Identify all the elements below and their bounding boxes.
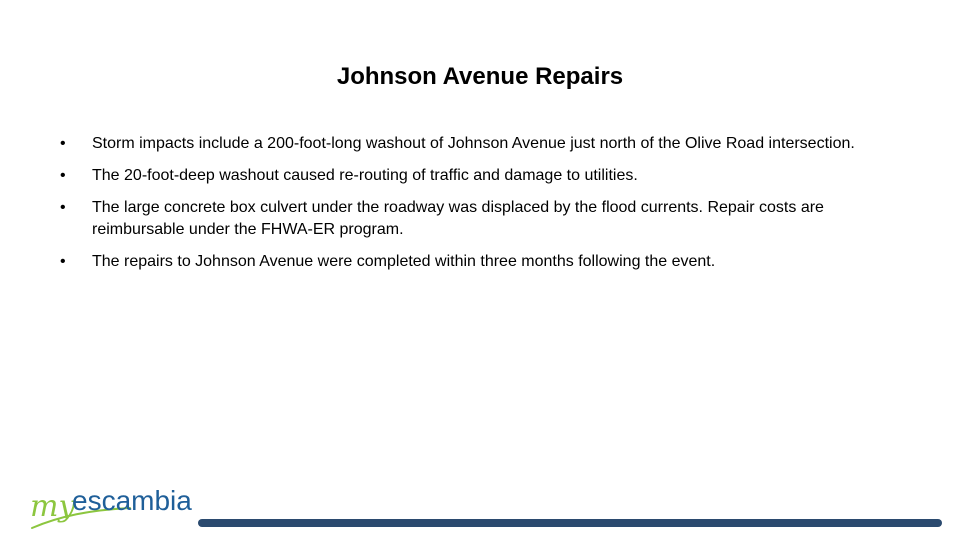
- bullet-text: The large concrete box culvert under the roadway was displaced by the flood currents. Repair costs are reimbursable under the FHWA-ER program.: [92, 199, 824, 238]
- bullet-item: [60, 165, 900, 187]
- bullet-dot: •: [60, 199, 66, 216]
- logo-escambia-text: escambia: [72, 485, 192, 516]
- footer-bar: [198, 519, 942, 527]
- bullet-item: [60, 133, 900, 155]
- bullet-dot: •: [60, 253, 66, 270]
- bullet-text: Storm impacts include a 200-foot-long washout of Johnson Avenue just north of the Olive Road intersection.: [92, 135, 855, 152]
- bullet-text: The 20-foot-deep washout caused re-routing of traffic and damage to utilities.: [92, 167, 638, 184]
- bullet-dot: •: [60, 167, 66, 184]
- myescambia-logo: [20, 478, 220, 534]
- logo-my-text: my: [30, 489, 76, 524]
- bullet-text: The repairs to Johnson Avenue were completed within three months following the event.: [92, 253, 716, 270]
- slide-title: Johnson Avenue Repairs: [336, 63, 624, 90]
- bullet-dot: •: [60, 135, 66, 152]
- bullet-item: [60, 251, 900, 273]
- bullet-item: [60, 197, 900, 241]
- bullet-list: [60, 133, 900, 283]
